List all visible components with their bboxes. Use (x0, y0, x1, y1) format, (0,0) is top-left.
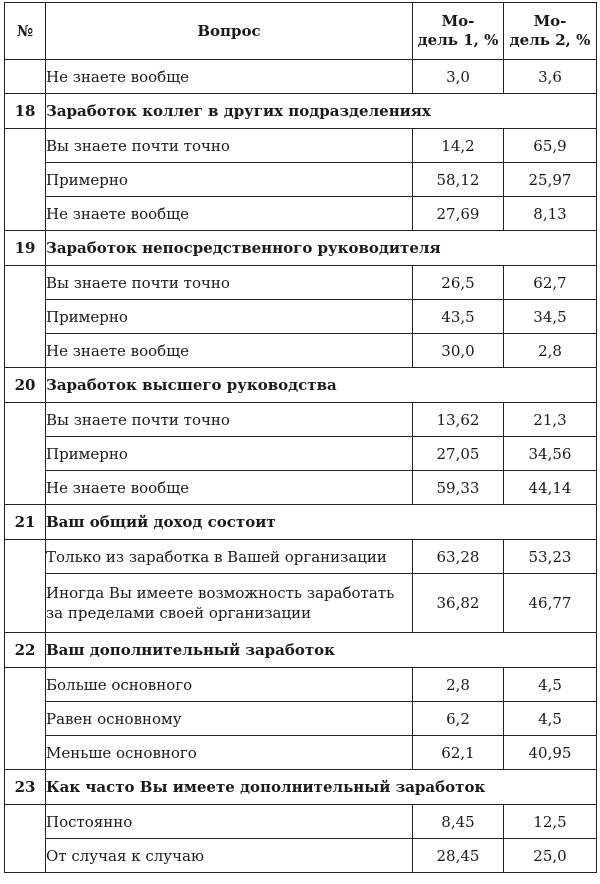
model-1-value: 6,2 (413, 702, 504, 736)
model-1-value: 26,5 (413, 266, 504, 300)
header-model-1 (413, 3, 504, 60)
answer-row (5, 403, 597, 437)
model-2-value: 34,56 (504, 437, 597, 471)
model-2-value: 46,77 (504, 574, 597, 633)
answer-row (5, 300, 597, 334)
answer-label: Примерно (46, 163, 413, 197)
model-1-value: 43,5 (413, 300, 504, 334)
header-question: Вопрос (46, 3, 413, 60)
answer-label: Не знаете вообще (46, 471, 413, 505)
header-model-2 (504, 3, 597, 60)
model-1-value: 3,0 (413, 60, 504, 94)
number-cell-empty (5, 805, 46, 873)
question-title: Ваш общий доход состоит (46, 505, 597, 540)
model-2-value: 34,5 (504, 300, 597, 334)
model-2-value: 3,6 (504, 60, 597, 94)
answer-label: Больше основного (46, 668, 413, 702)
model-1-value: 2,8 (413, 668, 504, 702)
model-1-value: 58,12 (413, 163, 504, 197)
answer-label: Вы знаете почти точно (46, 403, 413, 437)
answer-row (5, 839, 597, 873)
answer-row (5, 471, 597, 505)
number-cell-empty (5, 540, 46, 633)
model-1-value: 30,0 (413, 334, 504, 368)
answer-row (5, 702, 597, 736)
answer-row (5, 437, 597, 471)
answer-label: Не знаете вообще (46, 197, 413, 231)
answer-label: Только из заработка в Вашей организации (46, 540, 413, 574)
header-model-1-line1: Мо- (441, 12, 475, 30)
answer-label: От случая к случаю (46, 839, 413, 873)
answer-label: Не знаете вообще (46, 60, 413, 94)
question-number: 21 (5, 505, 46, 540)
model-2-value: 4,5 (504, 702, 597, 736)
answer-row (5, 129, 597, 163)
question-title: Заработок непосредственного руководителя (46, 231, 597, 266)
question-number: 18 (5, 94, 46, 129)
answer-row (5, 163, 597, 197)
header-number: № (5, 3, 46, 60)
answer-label: Меньше основного (46, 736, 413, 770)
model-1-value: 27,69 (413, 197, 504, 231)
answer-label: Вы знаете почти точно (46, 266, 413, 300)
model-2-value: 25,97 (504, 163, 597, 197)
question-number: 20 (5, 368, 46, 403)
model-1-value: 36,82 (413, 574, 504, 633)
answer-label: Постоянно (46, 805, 413, 839)
model-1-value: 14,2 (413, 129, 504, 163)
answer-row (5, 736, 597, 770)
answer-row (5, 334, 597, 368)
model-2-value: 4,5 (504, 668, 597, 702)
answer-row (5, 60, 597, 94)
question-row (5, 633, 597, 668)
question-title: Заработок коллег в других подразделениях (46, 94, 597, 129)
question-title: Заработок высшего руководства (46, 368, 597, 403)
model-2-value: 8,13 (504, 197, 597, 231)
number-cell-empty (5, 266, 46, 368)
model-1-value: 63,28 (413, 540, 504, 574)
model-2-value: 12,5 (504, 805, 597, 839)
question-number: 19 (5, 231, 46, 266)
question-row (5, 770, 597, 805)
answer-row (5, 668, 597, 702)
question-number: 22 (5, 633, 46, 668)
answer-label: Не знаете вообще (46, 334, 413, 368)
answer-row (5, 540, 597, 574)
number-cell-empty (5, 129, 46, 231)
model-2-value: 53,23 (504, 540, 597, 574)
model-1-value: 13,62 (413, 403, 504, 437)
header-row (5, 3, 597, 60)
model-1-value: 8,45 (413, 805, 504, 839)
question-row (5, 505, 597, 540)
question-row (5, 94, 597, 129)
survey-table (4, 2, 597, 873)
answer-row (5, 266, 597, 300)
question-title: Ваш дополнительный заработок (46, 633, 597, 668)
answer-label: Равен основному (46, 702, 413, 736)
question-row (5, 368, 597, 403)
model-1-value: 59,33 (413, 471, 504, 505)
model-2-value: 2,8 (504, 334, 597, 368)
header-model-2-line1: Мо- (533, 12, 567, 30)
answer-row (5, 805, 597, 839)
model-2-value: 21,3 (504, 403, 597, 437)
header-model-2-line2: дель 2, % (509, 31, 591, 49)
model-2-value: 44,14 (504, 471, 597, 505)
model-2-value: 62,7 (504, 266, 597, 300)
answer-label: Иногда Вы имеете возможность заработать за пределами своей организации (46, 574, 413, 633)
model-2-value: 65,9 (504, 129, 597, 163)
model-1-value: 62,1 (413, 736, 504, 770)
number-cell-empty (5, 403, 46, 505)
question-row (5, 231, 597, 266)
model-1-value: 28,45 (413, 839, 504, 873)
number-cell-empty (5, 60, 46, 94)
question-number: 23 (5, 770, 46, 805)
model-2-value: 40,95 (504, 736, 597, 770)
answer-label: Примерно (46, 300, 413, 334)
header-model-1-line2: дель 1, % (417, 31, 499, 49)
question-title: Как часто Вы имеете дополнительный заработок (46, 770, 597, 805)
answer-row (5, 574, 597, 633)
answer-row (5, 197, 597, 231)
answer-label: Вы знаете почти точно (46, 129, 413, 163)
model-1-value: 27,05 (413, 437, 504, 471)
number-cell-empty (5, 668, 46, 770)
model-2-value: 25,0 (504, 839, 597, 873)
answer-label: Примерно (46, 437, 413, 471)
